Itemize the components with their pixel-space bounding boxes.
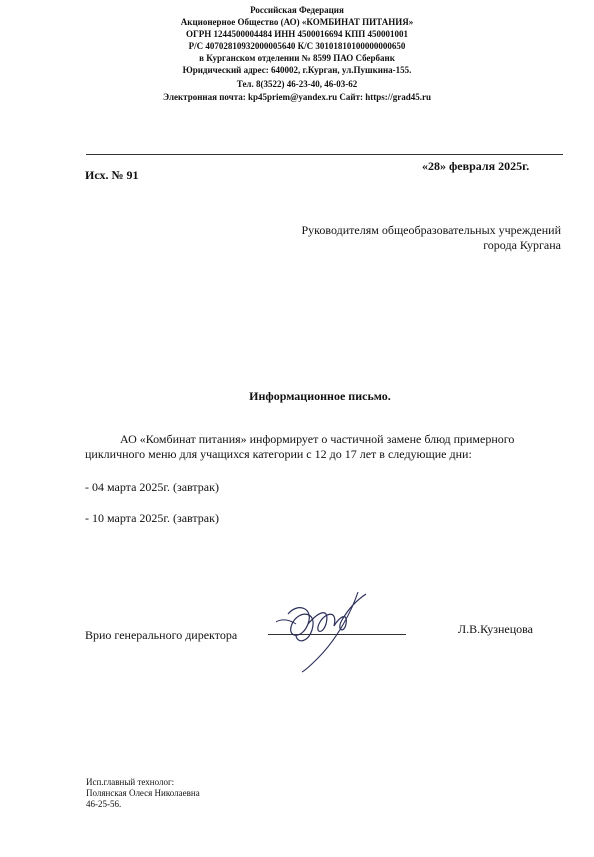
addressee — [302, 223, 562, 253]
outgoing-number: Исх. № 91 — [85, 168, 139, 182]
header-bank: в Курганском отделении № 8599 ПАО Сбербанк — [199, 53, 395, 63]
list-item-date-2: - 10 марта 2025г. (завтрак) — [85, 511, 219, 525]
header-registration: ОГРН 1244500004484 ИНН 4500016694 КПП 450001001 — [185, 29, 408, 39]
signer-name: Л.В.Кузнецова — [458, 622, 533, 636]
header-country: Российская Федерация — [250, 5, 344, 15]
executor-role: Исп.главный технолог: — [86, 777, 175, 787]
header-accounts: Р/С 40702810932000005640 К/С 30101810100000000650 — [188, 41, 406, 51]
header-divider — [86, 154, 563, 155]
list-item-date-1: - 04 марта 2025г. (завтрак) — [85, 480, 219, 494]
body-line-1: АО «Комбинат питания» информирует о частичной замене блюд примерного — [120, 432, 515, 446]
executor-phone: 46-25-56. — [86, 799, 122, 809]
outgoing-date: «28» февраля 2025г. — [422, 159, 530, 173]
header-company: Акционерное Общество (АО) «КОМБИНАТ ПИТАНИЯ» — [180, 17, 414, 27]
letter-title: Информационное письмо. — [249, 389, 391, 403]
executor-contact — [86, 777, 200, 810]
header-phone: Тел. 8(3522) 46-23-40, 46-03-62 — [236, 79, 358, 89]
signature-icon — [268, 580, 378, 676]
executor-name: Полянская Олеся Николаевна — [86, 788, 200, 798]
addressee-line-2: города Кургана — [483, 238, 561, 252]
header-address: Юридический адрес: 640002, г.Курган, ул.Пушкина-155. — [182, 65, 412, 75]
body-line-2: цикличного меню для учащихся категории с 12 до 17 лет в следующие дни: — [85, 447, 472, 461]
header-email-site: Электронная почта: kp45priem@yandex.ru Сайт: https://grad45.ru — [162, 92, 432, 102]
signer-position: Врио генерального директора — [85, 628, 238, 642]
addressee-line-1: Руководителям общеобразовательных учреждений — [301, 223, 561, 237]
